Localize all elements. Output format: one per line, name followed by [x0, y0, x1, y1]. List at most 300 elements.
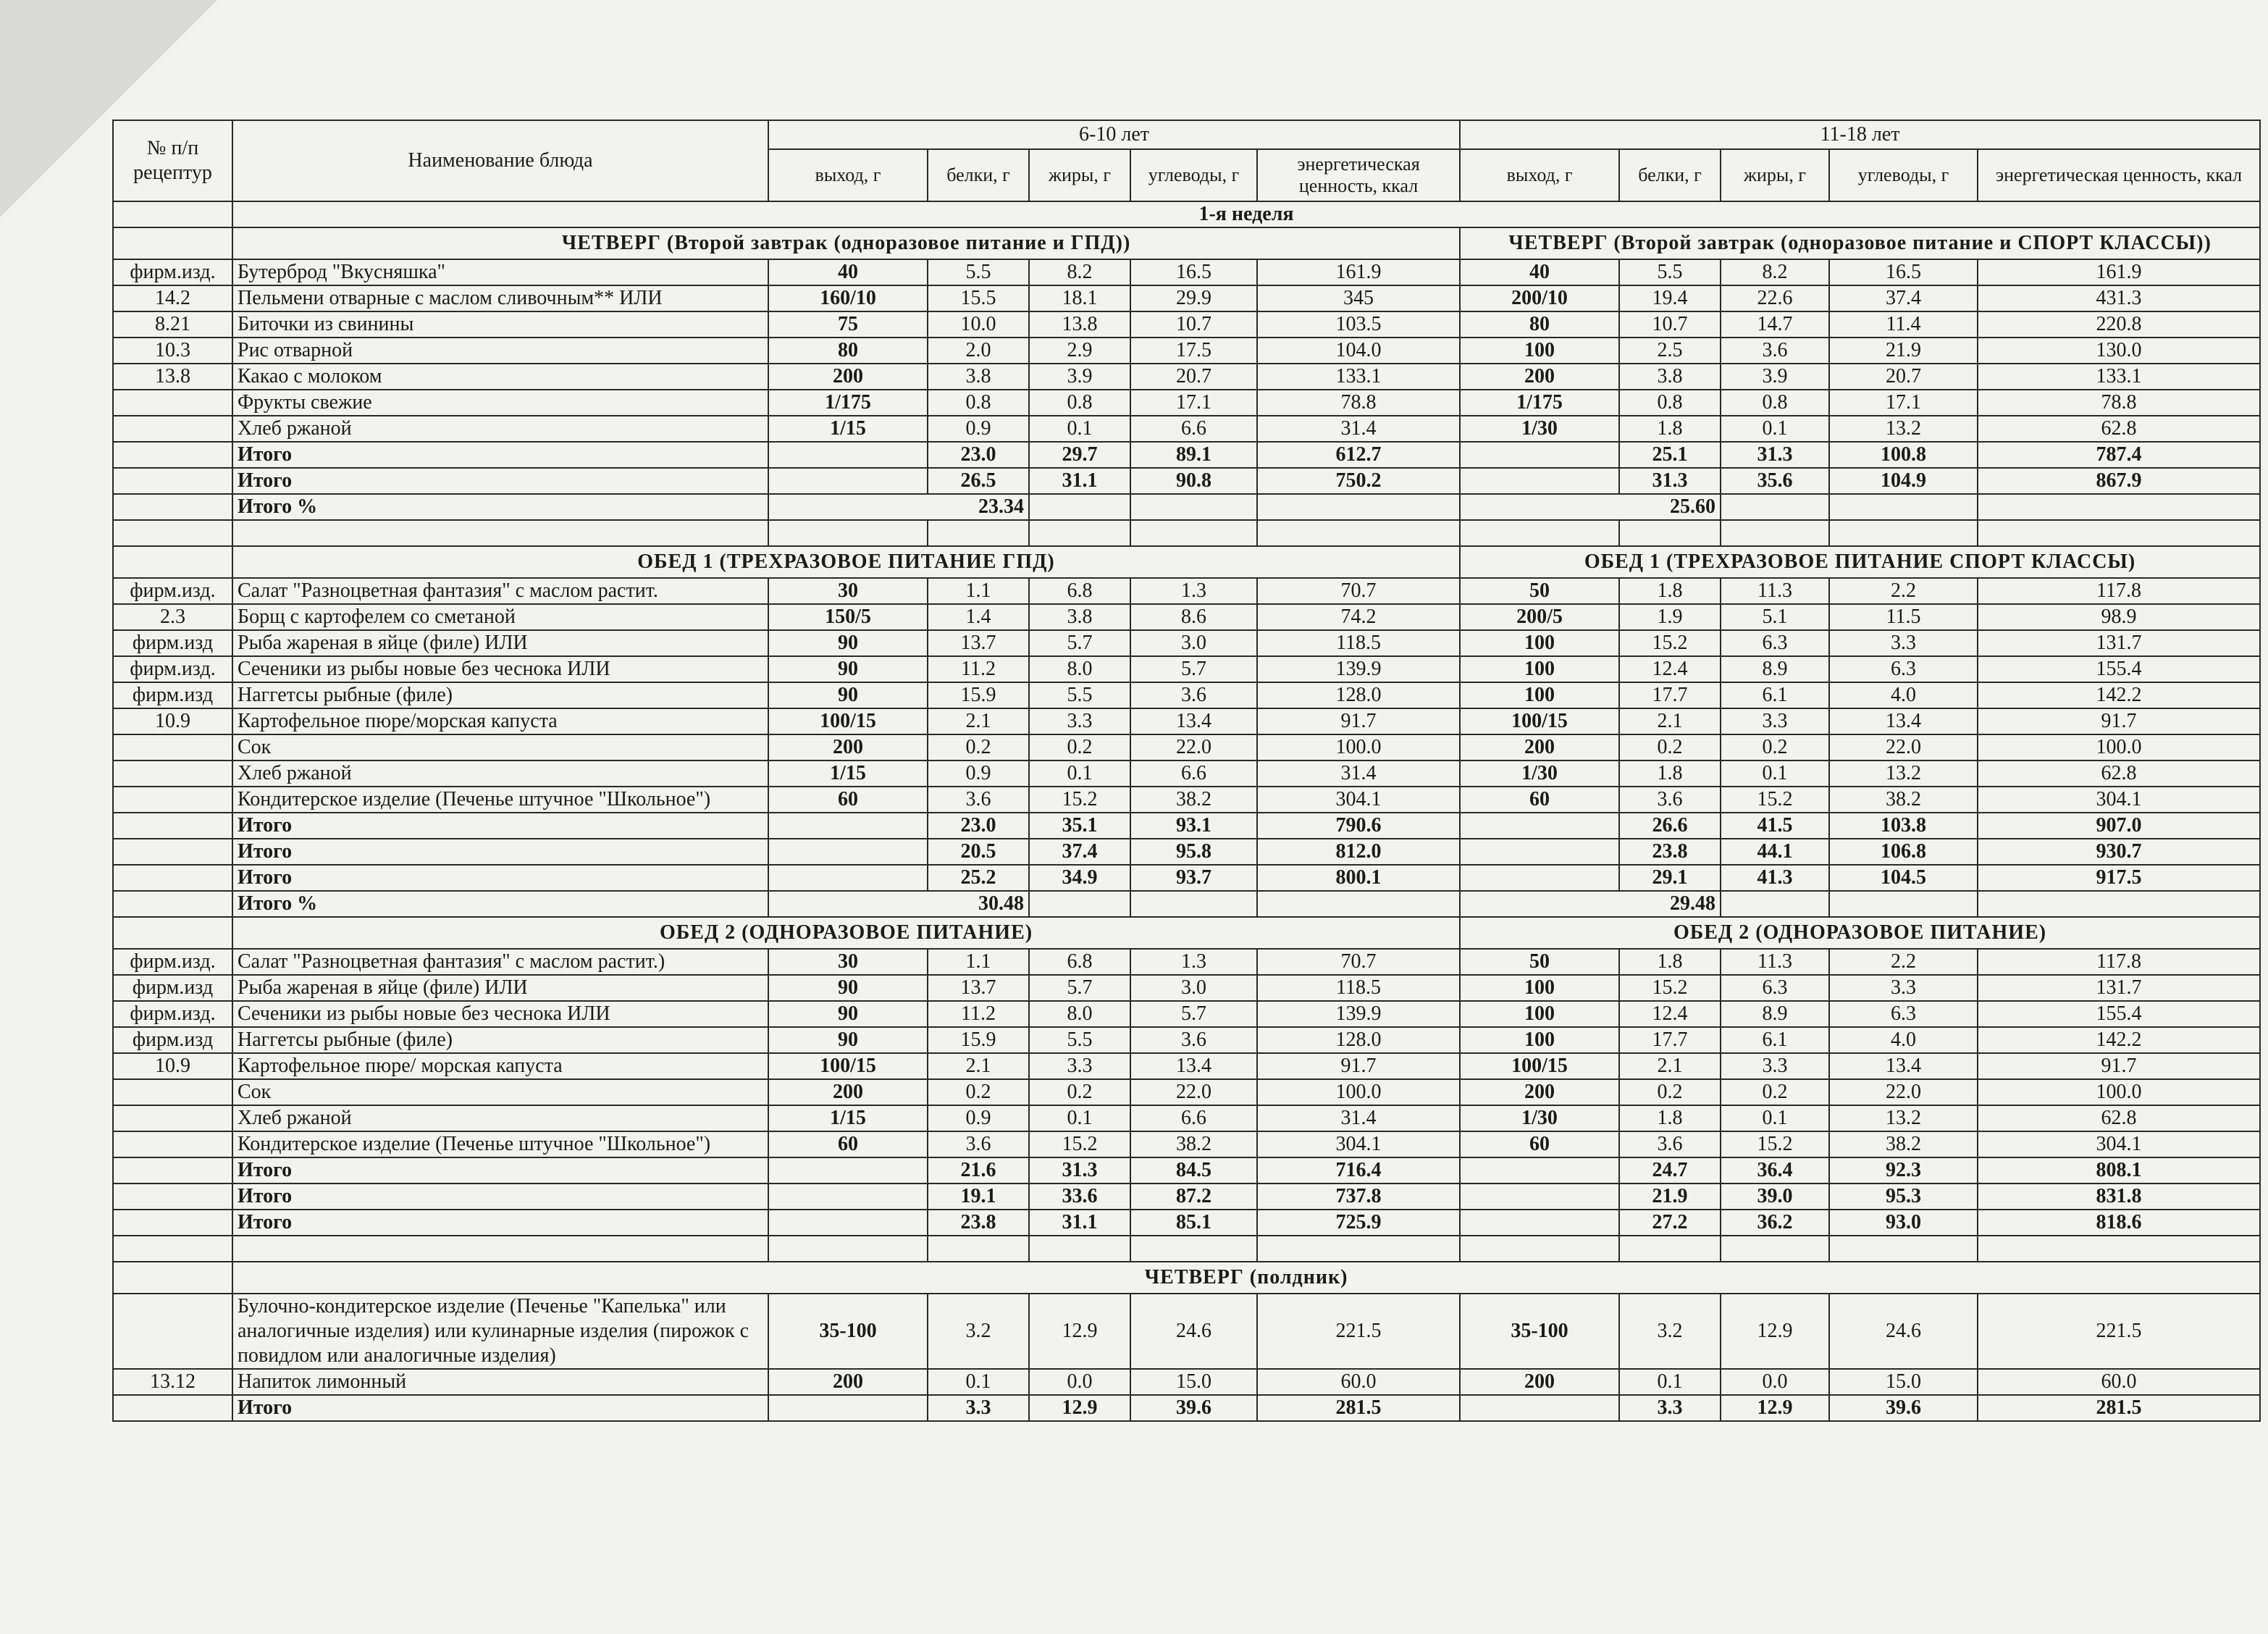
11-18-energy: 917.5	[1978, 865, 2260, 891]
11-18-carbs: 100.8	[1829, 442, 1978, 468]
dish-row	[113, 1369, 2260, 1395]
11-18-yield: 200	[1460, 1079, 1619, 1105]
11-18-protein: 2.1	[1619, 708, 1721, 734]
11-18-energy: 133.1	[1978, 364, 2260, 390]
empty-cell	[1721, 520, 1829, 546]
dish-row	[113, 259, 2260, 285]
11-18-carbs: 38.2	[1829, 1131, 1978, 1157]
11-18-protein: 21.9	[1619, 1183, 1721, 1210]
11-18-carbs: 4.0	[1829, 1027, 1978, 1053]
11-18-protein: 15.2	[1619, 975, 1721, 1001]
empty-cell	[1029, 1236, 1130, 1262]
recipe-number: фирм.изд.	[113, 656, 232, 682]
11-18-protein: 1.9	[1619, 604, 1721, 630]
col-fat: жиры, г	[1721, 149, 1829, 201]
6-10-protein: 3.8	[928, 364, 1029, 390]
6-10-protein: 0.9	[928, 1105, 1029, 1131]
11-18-carbs: 13.2	[1829, 1105, 1978, 1131]
11-18-yield	[1460, 1395, 1619, 1421]
11-18-protein: 0.8	[1619, 390, 1721, 416]
6-10-yield: 200	[768, 364, 928, 390]
col-energy: энергетическая ценность, ккал	[1978, 149, 2260, 201]
recipe-number	[113, 865, 232, 891]
11-18-protein: 12.4	[1619, 656, 1721, 682]
11-18-fat: 11.3	[1721, 578, 1829, 604]
dish-row	[113, 1053, 2260, 1079]
11-18-protein: 23.8	[1619, 839, 1721, 865]
6-10-fat: 29.7	[1029, 442, 1130, 468]
6-10-yield: 90	[768, 975, 928, 1001]
week-label: 1-я неделя	[232, 201, 2260, 227]
11-18-fat: 0.1	[1721, 416, 1829, 442]
6-10-energy: 70.7	[1257, 949, 1460, 975]
6-10-protein: 1.1	[928, 578, 1029, 604]
dish-name: Какао с молоком	[232, 364, 768, 390]
menu-body	[113, 201, 2260, 1421]
11-18-yield	[1460, 865, 1619, 891]
6-10-energy: 70.7	[1257, 578, 1460, 604]
11-18-yield	[1460, 839, 1619, 865]
11-18-protein: 3.6	[1619, 1131, 1721, 1157]
empty-cell	[1978, 494, 2260, 520]
total-row	[113, 865, 2260, 891]
recipe-number	[113, 1210, 232, 1236]
dish-row	[113, 761, 2260, 787]
empty-cell	[1257, 1236, 1460, 1262]
empty-cell	[1978, 520, 2260, 546]
11-18-energy: 818.6	[1978, 1210, 2260, 1236]
11-18-carbs: 11.4	[1829, 311, 1978, 338]
6-10-energy: 74.2	[1257, 604, 1460, 630]
6-10-fat: 35.1	[1029, 813, 1130, 839]
6-10-fat: 31.3	[1029, 1157, 1130, 1183]
col-fat: жиры, г	[1029, 149, 1130, 201]
dish-name: Рыба жареная в яйце (филе) ИЛИ	[232, 975, 768, 1001]
11-18-yield: 200/10	[1460, 285, 1619, 311]
6-10-protein: 0.9	[928, 416, 1029, 442]
6-10-carbs: 39.6	[1130, 1395, 1257, 1421]
11-18-yield: 80	[1460, 311, 1619, 338]
dish-name: Наггетсы рыбные (филе)	[232, 682, 768, 708]
11-18-yield: 35-100	[1460, 1294, 1619, 1369]
6-10-fat: 31.1	[1029, 1210, 1130, 1236]
dish-row	[113, 1294, 2260, 1369]
11-18-protein: 0.1	[1619, 1369, 1721, 1395]
section-title-6-10: ОБЕД 1 (ТРЕХРАЗОВОЕ ПИТАНИЕ ГПД)	[232, 546, 1460, 578]
11-18-fat: 0.1	[1721, 1105, 1829, 1131]
6-10-fat: 0.8	[1029, 390, 1130, 416]
6-10-protein: 10.0	[928, 311, 1029, 338]
11-18-carbs: 17.1	[1829, 390, 1978, 416]
6-10-carbs: 13.4	[1130, 708, 1257, 734]
11-18-carbs: 3.3	[1829, 630, 1978, 656]
6-10-protein: 0.9	[928, 761, 1029, 787]
dish-name: Хлеб ржаной	[232, 1105, 768, 1131]
6-10-energy: 737.8	[1257, 1183, 1460, 1210]
6-10-protein: 2.1	[928, 1053, 1029, 1079]
11-18-energy: 142.2	[1978, 1027, 2260, 1053]
empty-cell	[1619, 520, 1721, 546]
age-group-6-10: 6-10 лет	[768, 120, 1460, 149]
empty-cell	[1029, 891, 1130, 917]
6-10-yield: 40	[768, 259, 928, 285]
11-18-energy: 78.8	[1978, 390, 2260, 416]
total-row	[113, 1210, 2260, 1236]
empty-cell	[1978, 891, 2260, 917]
6-10-yield: 1/15	[768, 761, 928, 787]
empty-cell	[1029, 520, 1130, 546]
6-10-carbs: 17.5	[1130, 338, 1257, 364]
empty-cell	[1130, 891, 1257, 917]
11-18-protein: 3.8	[1619, 364, 1721, 390]
11-18-protein: 31.3	[1619, 468, 1721, 494]
11-18-carbs: 3.3	[1829, 975, 1978, 1001]
11-18-protein: 1.8	[1619, 1105, 1721, 1131]
dish-row	[113, 390, 2260, 416]
recipe-number	[113, 1183, 232, 1210]
6-10-energy: 103.5	[1257, 311, 1460, 338]
6-10-yield: 160/10	[768, 285, 928, 311]
11-18-yield	[1460, 1210, 1619, 1236]
section-spacer	[113, 917, 232, 949]
6-10-carbs: 85.1	[1130, 1210, 1257, 1236]
11-18-yield: 60	[1460, 787, 1619, 813]
11-18-energy: 161.9	[1978, 259, 2260, 285]
recipe-number	[113, 442, 232, 468]
section-title: ЧЕТВЕРГ (полдник)	[232, 1262, 2260, 1294]
11-18-fat: 3.3	[1721, 708, 1829, 734]
11-18-protein: 17.7	[1619, 1027, 1721, 1053]
11-18-energy: 117.8	[1978, 949, 2260, 975]
11-18-yield	[1460, 442, 1619, 468]
6-10-yield	[768, 1157, 928, 1183]
section-title-row	[113, 227, 2260, 259]
dish-name: Сеченики из рыбы новые без чеснока ИЛИ	[232, 656, 768, 682]
11-18-protein: 17.7	[1619, 682, 1721, 708]
6-10-fat: 31.1	[1029, 468, 1130, 494]
dish-name: Кондитерское изделие (Печенье штучное "Школьное")	[232, 1131, 768, 1157]
6-10-carbs: 3.6	[1130, 1027, 1257, 1053]
recipe-number	[113, 1079, 232, 1105]
percent-11-18: 25.60	[1460, 494, 1721, 520]
dish-name: Картофельное пюре/ морская капуста	[232, 1053, 768, 1079]
6-10-protein: 23.0	[928, 813, 1029, 839]
6-10-fat: 5.7	[1029, 975, 1130, 1001]
6-10-yield: 200	[768, 1369, 928, 1395]
11-18-carbs: 38.2	[1829, 787, 1978, 813]
6-10-carbs: 24.6	[1130, 1294, 1257, 1369]
6-10-yield	[768, 468, 928, 494]
11-18-yield: 100	[1460, 1001, 1619, 1027]
11-18-carbs: 2.2	[1829, 578, 1978, 604]
dish-row	[113, 578, 2260, 604]
empty-cell	[1829, 891, 1978, 917]
empty-cell	[113, 520, 232, 546]
6-10-energy: 128.0	[1257, 682, 1460, 708]
11-18-energy: 131.7	[1978, 975, 2260, 1001]
6-10-yield: 200	[768, 734, 928, 761]
6-10-yield: 90	[768, 1001, 928, 1027]
6-10-fat: 3.8	[1029, 604, 1130, 630]
11-18-carbs: 13.4	[1829, 708, 1978, 734]
6-10-energy: 104.0	[1257, 338, 1460, 364]
11-18-yield: 100	[1460, 975, 1619, 1001]
11-18-carbs: 22.0	[1829, 734, 1978, 761]
recipe-number	[113, 416, 232, 442]
11-18-carbs: 20.7	[1829, 364, 1978, 390]
11-18-yield: 50	[1460, 578, 1619, 604]
dish-row	[113, 682, 2260, 708]
recipe-number	[113, 494, 232, 520]
6-10-energy: 161.9	[1257, 259, 1460, 285]
6-10-fat: 18.1	[1029, 285, 1130, 311]
dish-row	[113, 604, 2260, 630]
6-10-carbs: 10.7	[1130, 311, 1257, 338]
col-recipe-number: № п/п рецептур	[113, 120, 232, 201]
6-10-energy: 612.7	[1257, 442, 1460, 468]
recipe-number: 8.21	[113, 311, 232, 338]
6-10-protein: 0.2	[928, 1079, 1029, 1105]
11-18-carbs: 13.2	[1829, 416, 1978, 442]
6-10-yield: 30	[768, 949, 928, 975]
11-18-fat: 8.2	[1721, 259, 1829, 285]
blank-row	[113, 1236, 2260, 1262]
6-10-energy: 139.9	[1257, 656, 1460, 682]
recipe-number: фирм.изд.	[113, 259, 232, 285]
6-10-yield	[768, 839, 928, 865]
empty-cell	[768, 1236, 928, 1262]
6-10-energy: 128.0	[1257, 1027, 1460, 1053]
11-18-fat: 6.3	[1721, 630, 1829, 656]
empty-cell	[1460, 520, 1619, 546]
6-10-energy: 345	[1257, 285, 1460, 311]
6-10-yield	[768, 442, 928, 468]
11-18-protein: 1.8	[1619, 416, 1721, 442]
11-18-fat: 41.3	[1721, 865, 1829, 891]
6-10-energy: 100.0	[1257, 1079, 1460, 1105]
6-10-fat: 8.0	[1029, 656, 1130, 682]
11-18-yield: 200	[1460, 734, 1619, 761]
11-18-protein: 27.2	[1619, 1210, 1721, 1236]
11-18-yield: 100/15	[1460, 708, 1619, 734]
6-10-yield: 1/175	[768, 390, 928, 416]
11-18-carbs: 16.5	[1829, 259, 1978, 285]
11-18-carbs: 106.8	[1829, 839, 1978, 865]
6-10-carbs: 3.0	[1130, 975, 1257, 1001]
total-label: Итого	[232, 1183, 768, 1210]
11-18-energy: 930.7	[1978, 839, 2260, 865]
6-10-energy: 91.7	[1257, 1053, 1460, 1079]
empty-cell	[1721, 494, 1829, 520]
section-title-row	[113, 1262, 2260, 1294]
6-10-fat: 6.8	[1029, 578, 1130, 604]
recipe-number: фирм.изд	[113, 975, 232, 1001]
empty-cell	[1460, 1236, 1619, 1262]
empty-cell	[1130, 1236, 1257, 1262]
6-10-protein: 15.9	[928, 1027, 1029, 1053]
6-10-carbs: 8.6	[1130, 604, 1257, 630]
6-10-fat: 5.5	[1029, 682, 1130, 708]
11-18-energy: 281.5	[1978, 1395, 2260, 1421]
6-10-protein: 0.2	[928, 734, 1029, 761]
11-18-energy: 787.4	[1978, 442, 2260, 468]
dish-name: Напиток лимонный	[232, 1369, 768, 1395]
section-title-11-18: ЧЕТВЕРГ (Второй завтрак (одноразовое питание и СПОРТ КЛАССЫ))	[1460, 227, 2260, 259]
dish-row	[113, 975, 2260, 1001]
6-10-carbs: 17.1	[1130, 390, 1257, 416]
11-18-carbs: 104.5	[1829, 865, 1978, 891]
6-10-fat: 5.7	[1029, 630, 1130, 656]
6-10-protein: 11.2	[928, 656, 1029, 682]
menu-table	[112, 120, 2261, 1422]
6-10-yield: 30	[768, 578, 928, 604]
11-18-yield: 200	[1460, 1369, 1619, 1395]
6-10-yield: 80	[768, 338, 928, 364]
dish-name: Рыба жареная в яйце (филе) ИЛИ	[232, 630, 768, 656]
11-18-energy: 130.0	[1978, 338, 2260, 364]
11-18-energy: 431.3	[1978, 285, 2260, 311]
6-10-yield: 1/15	[768, 416, 928, 442]
6-10-fat: 0.2	[1029, 734, 1130, 761]
recipe-number	[113, 1105, 232, 1131]
11-18-fat: 11.3	[1721, 949, 1829, 975]
6-10-fat: 0.2	[1029, 1079, 1130, 1105]
percent-row	[113, 494, 2260, 520]
6-10-carbs: 3.0	[1130, 630, 1257, 656]
11-18-yield: 1/30	[1460, 1105, 1619, 1131]
6-10-carbs: 1.3	[1130, 949, 1257, 975]
dish-name: Борщ с картофелем со сметаной	[232, 604, 768, 630]
6-10-protein: 0.1	[928, 1369, 1029, 1395]
recipe-number: 13.8	[113, 364, 232, 390]
6-10-yield: 100/15	[768, 1053, 928, 1079]
11-18-fat: 3.6	[1721, 338, 1829, 364]
6-10-energy: 118.5	[1257, 630, 1460, 656]
6-10-fat: 0.1	[1029, 761, 1130, 787]
col-protein: белки, г	[1619, 149, 1721, 201]
11-18-protein: 1.8	[1619, 578, 1721, 604]
11-18-fat: 0.1	[1721, 761, 1829, 787]
total-row	[113, 839, 2260, 865]
6-10-energy: 133.1	[1257, 364, 1460, 390]
total-label: Итого	[232, 865, 768, 891]
dish-row	[113, 1027, 2260, 1053]
11-18-fat: 39.0	[1721, 1183, 1829, 1210]
11-18-carbs: 22.0	[1829, 1079, 1978, 1105]
empty-cell	[1257, 520, 1460, 546]
percent-6-10: 23.34	[768, 494, 1029, 520]
dish-row	[113, 1131, 2260, 1157]
11-18-fat: 0.0	[1721, 1369, 1829, 1395]
dish-row	[113, 656, 2260, 682]
6-10-energy: 100.0	[1257, 734, 1460, 761]
dish-name: Наггетсы рыбные (филе)	[232, 1027, 768, 1053]
6-10-fat: 0.0	[1029, 1369, 1130, 1395]
dish-name: Хлеб ржаной	[232, 761, 768, 787]
11-18-carbs: 13.2	[1829, 761, 1978, 787]
recipe-number	[113, 390, 232, 416]
11-18-protein: 26.6	[1619, 813, 1721, 839]
empty-cell	[928, 520, 1029, 546]
recipe-number: фирм.изд	[113, 630, 232, 656]
11-18-yield: 100	[1460, 682, 1619, 708]
11-18-yield: 100/15	[1460, 1053, 1619, 1079]
11-18-energy: 808.1	[1978, 1157, 2260, 1183]
11-18-energy: 907.0	[1978, 813, 2260, 839]
11-18-yield	[1460, 1157, 1619, 1183]
percent-label: Итого %	[232, 891, 768, 917]
6-10-fat: 6.8	[1029, 949, 1130, 975]
11-18-protein: 25.1	[1619, 442, 1721, 468]
11-18-yield: 1/175	[1460, 390, 1619, 416]
recipe-number: фирм.изд.	[113, 578, 232, 604]
col-carbs: углеводы, г	[1829, 149, 1978, 201]
11-18-carbs: 104.9	[1829, 468, 1978, 494]
11-18-yield: 100	[1460, 1027, 1619, 1053]
11-18-yield: 1/30	[1460, 416, 1619, 442]
6-10-carbs: 90.8	[1130, 468, 1257, 494]
dish-name: Салат "Разноцветная фантазия" с маслом растит.	[232, 578, 768, 604]
week-row-spacer	[113, 201, 232, 227]
11-18-fat: 22.6	[1721, 285, 1829, 311]
11-18-energy: 117.8	[1978, 578, 2260, 604]
11-18-carbs: 37.4	[1829, 285, 1978, 311]
6-10-yield: 1/15	[768, 1105, 928, 1131]
recipe-number	[113, 1395, 232, 1421]
recipe-number	[113, 1294, 232, 1369]
11-18-fat: 3.3	[1721, 1053, 1829, 1079]
6-10-fat: 3.3	[1029, 708, 1130, 734]
dish-row	[113, 630, 2260, 656]
recipe-number: фирм.изд	[113, 682, 232, 708]
11-18-carbs: 15.0	[1829, 1369, 1978, 1395]
6-10-fat: 34.9	[1029, 865, 1130, 891]
6-10-energy: 304.1	[1257, 1131, 1460, 1157]
11-18-fat: 5.1	[1721, 604, 1829, 630]
11-18-fat: 31.3	[1721, 442, 1829, 468]
11-18-protein: 3.6	[1619, 787, 1721, 813]
recipe-number: 10.9	[113, 708, 232, 734]
11-18-fat: 36.4	[1721, 1157, 1829, 1183]
dish-name: Фрукты свежие	[232, 390, 768, 416]
11-18-fat: 15.2	[1721, 1131, 1829, 1157]
6-10-carbs: 22.0	[1130, 1079, 1257, 1105]
11-18-yield: 40	[1460, 259, 1619, 285]
11-18-energy: 831.8	[1978, 1183, 2260, 1210]
dish-name: Хлеб ржаной	[232, 416, 768, 442]
section-title-row	[113, 917, 2260, 949]
6-10-fat: 15.2	[1029, 787, 1130, 813]
6-10-carbs: 13.4	[1130, 1053, 1257, 1079]
11-18-energy: 62.8	[1978, 1105, 2260, 1131]
empty-cell	[1721, 1236, 1829, 1262]
6-10-carbs: 20.7	[1130, 364, 1257, 390]
6-10-yield: 60	[768, 787, 928, 813]
dish-row	[113, 1001, 2260, 1027]
6-10-yield: 90	[768, 630, 928, 656]
6-10-carbs: 6.6	[1130, 416, 1257, 442]
11-18-protein: 3.2	[1619, 1294, 1721, 1369]
dish-row	[113, 364, 2260, 390]
empty-cell	[1721, 891, 1829, 917]
11-18-fat: 35.6	[1721, 468, 1829, 494]
total-label: Итого	[232, 442, 768, 468]
section-title-11-18: ОБЕД 1 (ТРЕХРАЗОВОЕ ПИТАНИЕ СПОРТ КЛАССЫ)	[1460, 546, 2260, 578]
recipe-number	[113, 734, 232, 761]
dish-row	[113, 311, 2260, 338]
percent-11-18: 29.48	[1460, 891, 1721, 917]
11-18-carbs: 103.8	[1829, 813, 1978, 839]
